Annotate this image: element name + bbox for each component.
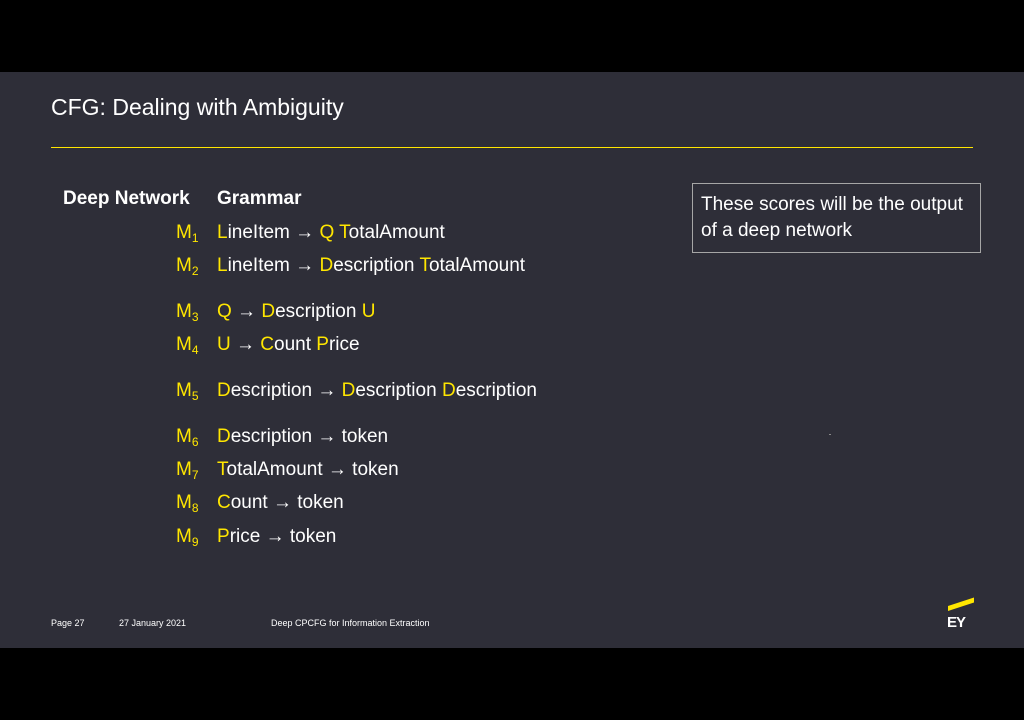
slide-title: CFG: Dealing with Ambiguity xyxy=(51,94,344,120)
rule-text: Q → Description U xyxy=(217,301,376,322)
rule-label: $M_8$ xyxy=(176,492,199,515)
title-divider xyxy=(51,147,973,148)
rule-text: TotalAmount → token xyxy=(217,459,399,480)
rule-label: $M_9$ xyxy=(176,526,199,549)
ey-beam-icon xyxy=(948,598,974,611)
rule-label: $M_2$ xyxy=(176,255,199,278)
header-grammar: Grammar xyxy=(217,188,302,209)
footer-date: 27 January 2021 xyxy=(119,618,187,628)
rule-text: U → Count Price xyxy=(217,334,360,355)
rule-text: LineItem → Q TotalAmount xyxy=(217,222,445,243)
rule-label: $M_4$ xyxy=(176,334,199,357)
header-deep-network: Deep Network xyxy=(63,188,190,209)
stray-dot xyxy=(829,434,831,435)
rule-text: Count → token xyxy=(217,492,344,513)
ey-logo xyxy=(944,604,976,634)
rule-text: LineItem → Description TotalAmount xyxy=(217,255,526,276)
footer-doc-title: Deep CPCFG for Information Extraction xyxy=(271,618,430,628)
slide xyxy=(0,72,1024,648)
rule-label: $M_7$ xyxy=(176,459,199,482)
rule-label: $M_6$ xyxy=(176,426,199,449)
rule-label: $M_3$ xyxy=(176,301,199,324)
rule-label: $M_5$ xyxy=(176,380,199,403)
footer-page: Page 27 xyxy=(51,618,85,628)
rule-text: Description → token xyxy=(217,426,389,447)
ey-logo-text: EY xyxy=(947,614,966,631)
rule-text: Description → Description Description xyxy=(217,380,538,401)
rule-label: $M_1$ xyxy=(176,222,199,245)
callout-box: These scores will be the output of a deep network xyxy=(692,183,981,253)
rule-text: Price → token xyxy=(217,526,337,547)
